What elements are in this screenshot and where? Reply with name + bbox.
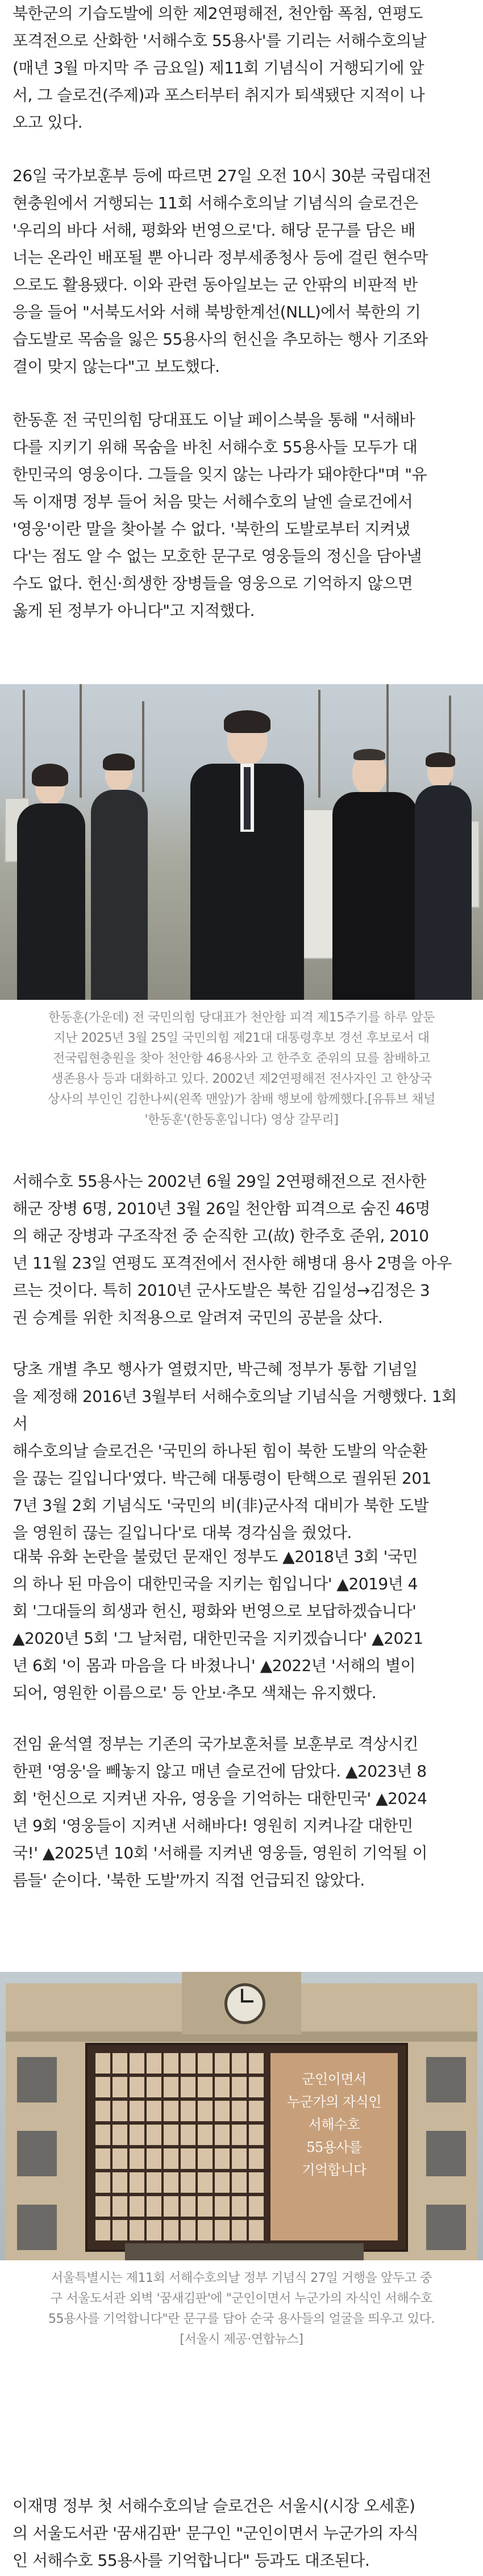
seoul-library-photo (0, 1972, 483, 2260)
article-paragraph-6: 대북 유화 논란을 불렀던 문재인 정부도 ▲2018년 3회 '국민 의 하나 된 마음이 대한민국을 지키는 힘입니다' ▲2019년 4 회 '그대들의 희생과 헌신, 평화와 번영으로 보답하겠습니다' ▲2020년 5회 '그 날처럼, 대한민국을 지키겠습니다' ▲2021 년 6회 '이 몸과 마음을 다 바쳤나니' ▲2022년 '서해의 별이 되어, 영원한 이름으로' 등 안보·추모 색채는 유지했다. (13, 1547, 423, 1702)
cemetery-visit-photo (0, 684, 483, 1000)
article-paragraph-2: 26일 국가보훈부 등에 따르면 27일 오전 10시 30분 국립대전 현충원에서 거행되는 11회 서해수호의날 기념식의 슬로건은 '우리의 바다 서해, 평화와 번영으로'다. 해당 문구를 담은 배 너는 온라인 배포될 뿐 아니라 정부세종청사 등에 걸린 현수막 으로도 활용됐다. 이와 관련 동아일보는 군 안팎의 비판적 반 응을 들어 "서북도서와 서해 북방한계선(NLL)에서 북한의 기 습도발로 목숨을 잃은 55용사의 헌신을 추모하는 행사 기조와 결이 맞지 않는다"고 보도했다. (13, 166, 431, 376)
portrait-grid (95, 2053, 266, 2240)
article-paragraph-5: 당초 개별 추모 행사가 열렸지만, 박근혜 정부가 통합 기념일 을 제정해 2016년 3월부터 서해수호의날 기념식을 거행했다. 1회 서 해수호의날 슬로건은 '국민의 하나된 힘이 북한 도발의 악순환 을 끊는 길입니다'였다. 박근혜 대통령이 탄핵으로 궐위된 201 7년 3월 2회 기념식도 '국민의 비(非)군사적 대비가 북한 도발 을 영원히 끊는 길입니다'로 대북 경각심을 줬었다. (13, 1360, 457, 1542)
article-paragraph-3: 한동훈 전 국민의힘 당대표도 이날 페이스북을 통해 "서해바 다를 지키기 위해 목숨을 바친 서해수호 55용사들 모두가 대 한민국의 영웅이다. 그들을 잊지 않는 나라가 돼야한다"며 "유 독 이재명 정부 들어 처음 맞는 서해수호의 날엔 슬로건에서 '영웅'이란 말을 찾아볼 수 없다. '북한의 도발로부터 지켜냈 다'는 점도 알 수 없는 모호한 문구로 영웅들의 정신을 담아낼 수도 없다. 헌신·희생한 장병들을 영웅으로 기억하지 않으면 옳게 된 정부가 아니다"고 지적했다. (13, 411, 427, 620)
clock-icon (224, 1983, 265, 2024)
photo-caption-2: 서울특별시는 제11회 서해수호의날 정부 기념식 27일 거행을 앞두고 중 구 서울도서관 외벽 '꿈새김판'에 "군인이면서 누군가의 자식인 서해수호 55용사를 기억합니다"란 문구를 담아 순국 용사들의 얼굴을 띄우고 있다. [서울시 제공·연합뉴스] (48, 2271, 435, 2347)
memorial-banner (85, 2043, 408, 2252)
article-paragraph-8: 이재명 정부 첫 서해수호의날 슬로건은 서울시(시장 오세훈) 의 서울도서관 '꿈새김판' 문구인 "군인이면서 누군가의 자식 인 서해수호 55용사를 기억합니다" 등과도 대조된다. (13, 2497, 419, 2570)
photo-caption-1: 한동훈(가운데) 전 국민의힘 당대표가 천안함 피격 제15주기를 하루 앞둔 지난 2025년 3월 25일 국민의힘 제21대 대통령후보 경선 후보로서 대 전국립현충원을 찾아 천안함 46용사와 고 한주호 준위의 묘를 참배하고 생존용사 등과 대화하고 있다. 2002년 제2연평해전 전사자인 고 한상국 상사의 부인인 김한나씨(왼쪽 맨앞)가 참배 행보에 함께했다.[유튜브 채널 '한동훈'(한동훈입니다) 영상 갈무리] (47, 1011, 435, 1127)
article-paragraph-1: 북한군의 기습도발에 의한 제2연평해전, 천안함 폭침, 연평도 포격전으로 산화한 '서해수호 55용사'를 기리는 서해수호의날 (매년 3월 마지막 주 금요일) 제11회 기념식이 거행되기에 앞 서, 그 슬로건(주제)과 포스터부터 취지가 퇴색됐단 지적이 나 오고 있다. (13, 4, 427, 132)
article-paragraph-4: 서해수호 55용사는 2002년 6월 29일 2연평해전으로 전사한 해군 장병 6명, 2010년 3월 26일 천안함 피격으로 숨진 46명 의 해군 장병과 구조작전 중 순직한 고(故) 한주호 준위, 2010 년 11월 23일 연평도 포격전에서 전사한 해병대 용사 2명을 아우 르는 것이다. 특히 2010년 군사도발은 북한 김일성→김정은 3 권 승계를 위한 치적용으로 알려져 국민의 공분을 샀다. (13, 1172, 452, 1327)
banner-slogan: 군인이면서 누군가의 자식인 서해수호 55용사를 기억합니다 (287, 2071, 381, 2178)
article-paragraph-7: 전임 윤석열 정부는 기존의 국가보훈처를 보훈부로 격상시킨 한편 '영웅'을 빼놓지 않고 매년 슬로건에 담았다. ▲2023년 8 회 '헌신으로 지켜낸 자유, 영웅을 기억하는 대한민국' ▲2024 년 9회 '영웅들이 지켜낸 서해바다! 영원히 지켜나갈 대한민 국!' ▲2025년 10회 '서해를 지켜낸 영웅들, 영원히 기억될 이 름들' 순이다. '북한 도발'까지 직접 언급되진 않았다. (13, 1735, 428, 1890)
